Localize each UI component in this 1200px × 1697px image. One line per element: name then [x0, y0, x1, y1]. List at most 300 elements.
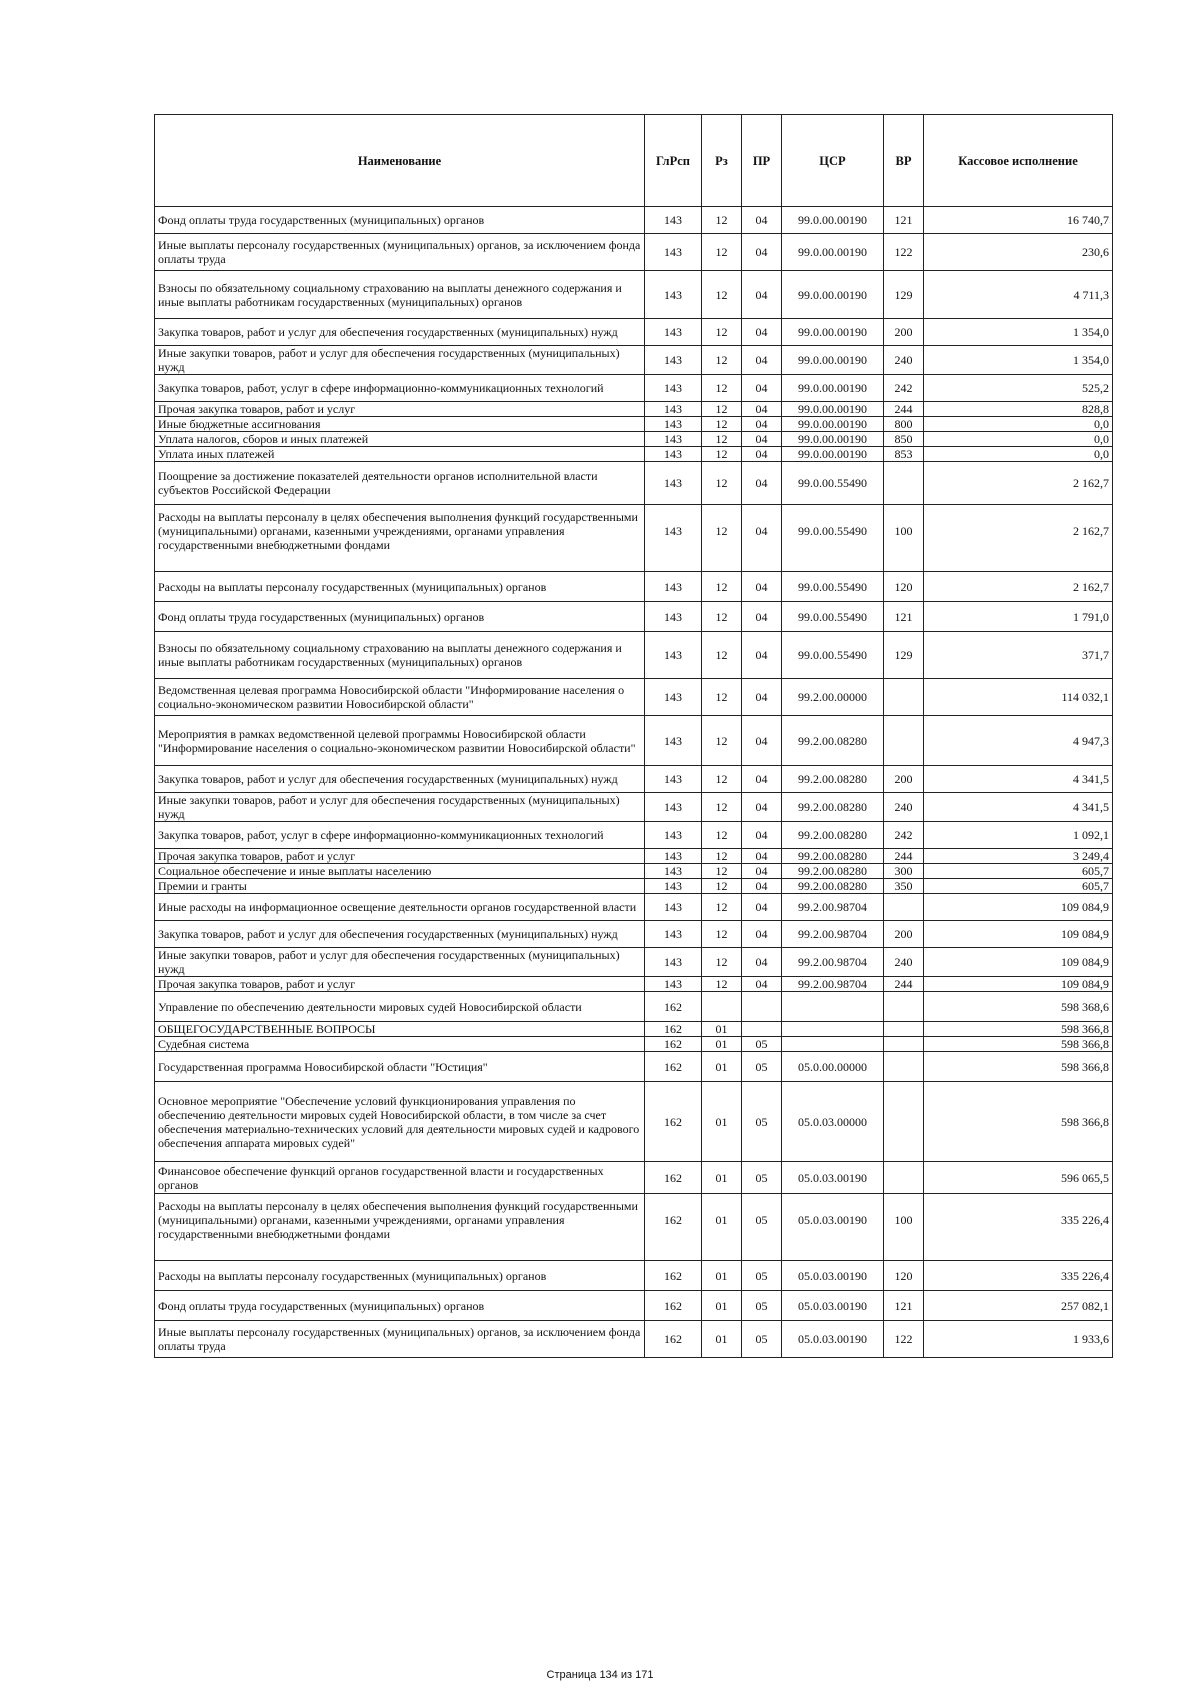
row-rz: 12: [702, 402, 742, 417]
table-row: [155, 234, 1113, 271]
row-pr: [742, 1022, 782, 1037]
row-vr: [884, 1052, 924, 1082]
row-pr: 04: [742, 319, 782, 346]
row-name: Закупка товаров, работ, услуг в сфере информационно-коммуникационных технологий: [155, 375, 645, 402]
row-name: Основное мероприятие "Обеспечение условий функционирования управления по обеспечению деятельности мировых судей Новосибирской области, в том числе за счет обеспечения материально-технических условий для деятельности мировых судей и кадрового обеспечения аппарата мировых судей": [155, 1082, 645, 1162]
row-pr: 04: [742, 207, 782, 234]
row-rz: 12: [702, 716, 742, 766]
row-csr: 99.2.00.08280: [782, 716, 884, 766]
row-cash-execution: 598 366,8: [924, 1052, 1113, 1082]
table-row: [155, 632, 1113, 679]
row-rz: 12: [702, 822, 742, 849]
row-cash-execution: 4 341,5: [924, 793, 1113, 822]
row-cash-execution: 4 711,3: [924, 271, 1113, 319]
table-row: [155, 375, 1113, 402]
row-name: Расходы на выплаты персоналу в целях обеспечения выполнения функций государственными (муниципальными) органами, казенными учреждениями, органами управления государственными внебюджетными фондами: [155, 1194, 645, 1261]
row-csr: 99.0.00.00190: [782, 234, 884, 271]
row-vr: 240: [884, 346, 924, 375]
row-pr: 04: [742, 894, 782, 921]
row-name: Расходы на выплаты персоналу в целях обеспечения выполнения функций государственными (муниципальными) органами, казенными учреждениями, органами управления государственными внебюджетными фондами: [155, 505, 645, 572]
row-pr: 04: [742, 572, 782, 602]
table-row: [155, 1194, 1113, 1261]
row-cash-execution: 598 366,8: [924, 1082, 1113, 1162]
row-pr: 04: [742, 849, 782, 864]
row-rz: 12: [702, 375, 742, 402]
table-row: [155, 849, 1113, 864]
table-row: [155, 1022, 1113, 1037]
row-pr: 04: [742, 447, 782, 462]
row-vr: 242: [884, 375, 924, 402]
row-name: Иные выплаты персоналу государственных (муниципальных) органов, за исключением фонда оплаты труда: [155, 1321, 645, 1358]
row-pr: 04: [742, 346, 782, 375]
row-pr: 04: [742, 632, 782, 679]
row-name: Закупка товаров, работ, услуг в сфере информационно-коммуникационных технологий: [155, 822, 645, 849]
row-rz: 01: [702, 1261, 742, 1291]
row-glrsp: 143: [645, 766, 702, 793]
row-cash-execution: 525,2: [924, 375, 1113, 402]
row-vr: 850: [884, 432, 924, 447]
row-cash-execution: 335 226,4: [924, 1194, 1113, 1261]
row-vr: 100: [884, 1194, 924, 1261]
row-rz: 01: [702, 1082, 742, 1162]
row-rz: 12: [702, 432, 742, 447]
row-vr: 200: [884, 766, 924, 793]
row-csr: 99.2.00.98704: [782, 948, 884, 977]
row-csr: 99.0.00.55490: [782, 632, 884, 679]
row-csr: 99.2.00.08280: [782, 864, 884, 879]
row-cash-execution: 0,0: [924, 432, 1113, 447]
row-glrsp: 143: [645, 879, 702, 894]
row-glrsp: 143: [645, 417, 702, 432]
row-cash-execution: 1 354,0: [924, 319, 1113, 346]
row-name: Расходы на выплаты персоналу государственных (муниципальных) органов: [155, 572, 645, 602]
table-row: [155, 1261, 1113, 1291]
row-csr: 99.2.00.08280: [782, 879, 884, 894]
row-cash-execution: 335 226,4: [924, 1261, 1113, 1291]
table-row: [155, 864, 1113, 879]
row-rz: 12: [702, 417, 742, 432]
row-vr: 121: [884, 602, 924, 632]
row-csr: [782, 992, 884, 1022]
row-rz: 12: [702, 271, 742, 319]
row-name: Прочая закупка товаров, работ и услуг: [155, 977, 645, 992]
row-name: Иные выплаты персоналу государственных (муниципальных) органов, за исключением фонда оплаты труда: [155, 234, 645, 271]
col-header-csr: ЦСР: [782, 115, 884, 207]
row-vr: 129: [884, 632, 924, 679]
row-vr: [884, 1082, 924, 1162]
col-header-glrsp: ГлРсп: [645, 115, 702, 207]
row-glrsp: 162: [645, 1022, 702, 1037]
row-pr: 04: [742, 793, 782, 822]
row-csr: 99.0.00.55490: [782, 462, 884, 505]
row-rz: 12: [702, 793, 742, 822]
row-pr: [742, 992, 782, 1022]
row-rz: 12: [702, 894, 742, 921]
row-rz: 12: [702, 602, 742, 632]
col-header-rz: Рз: [702, 115, 742, 207]
row-cash-execution: 2 162,7: [924, 505, 1113, 572]
row-glrsp: 143: [645, 375, 702, 402]
row-vr: 122: [884, 1321, 924, 1358]
row-glrsp: 162: [645, 1082, 702, 1162]
row-cash-execution: 596 065,5: [924, 1162, 1113, 1194]
row-csr: 05.0.00.00000: [782, 1052, 884, 1082]
table-row: [155, 822, 1113, 849]
table-row: [155, 1082, 1113, 1162]
row-pr: 04: [742, 602, 782, 632]
row-vr: 244: [884, 849, 924, 864]
row-csr: 99.0.00.00190: [782, 402, 884, 417]
row-rz: 12: [702, 346, 742, 375]
row-rz: 12: [702, 864, 742, 879]
table-row: [155, 977, 1113, 992]
row-glrsp: 162: [645, 1321, 702, 1358]
row-csr: 99.0.00.00190: [782, 447, 884, 462]
row-vr: 121: [884, 207, 924, 234]
row-rz: [702, 992, 742, 1022]
row-pr: 05: [742, 1194, 782, 1261]
row-name: Государственная программа Новосибирской области "Юстиция": [155, 1052, 645, 1082]
row-glrsp: 143: [645, 632, 702, 679]
row-pr: 04: [742, 375, 782, 402]
row-csr: 99.0.00.00190: [782, 271, 884, 319]
table-row: [155, 921, 1113, 948]
row-rz: 01: [702, 1052, 742, 1082]
row-csr: 99.2.00.08280: [782, 766, 884, 793]
row-cash-execution: 2 162,7: [924, 462, 1113, 505]
row-csr: [782, 1037, 884, 1052]
row-csr: 05.0.03.00190: [782, 1162, 884, 1194]
row-rz: 12: [702, 849, 742, 864]
row-name: Фонд оплаты труда государственных (муниципальных) органов: [155, 1291, 645, 1321]
row-csr: 99.2.00.98704: [782, 894, 884, 921]
row-rz: 12: [702, 505, 742, 572]
row-glrsp: 143: [645, 505, 702, 572]
row-rz: 12: [702, 921, 742, 948]
row-name: Закупка товаров, работ и услуг для обеспечения государственных (муниципальных) нужд: [155, 921, 645, 948]
row-name: Фонд оплаты труда государственных (муниципальных) органов: [155, 207, 645, 234]
row-csr: 99.0.00.00190: [782, 375, 884, 402]
row-vr: 100: [884, 505, 924, 572]
table-row: [155, 505, 1113, 572]
col-header-name: Наименование: [155, 115, 645, 207]
row-csr: 99.0.00.55490: [782, 572, 884, 602]
table-row: [155, 879, 1113, 894]
row-name: Закупка товаров, работ и услуг для обеспечения государственных (муниципальных) нужд: [155, 766, 645, 793]
row-glrsp: 143: [645, 319, 702, 346]
row-pr: 05: [742, 1321, 782, 1358]
row-glrsp: 143: [645, 716, 702, 766]
row-rz: 12: [702, 879, 742, 894]
row-csr: 05.0.03.00190: [782, 1194, 884, 1261]
row-name: Судебная система: [155, 1037, 645, 1052]
row-name: Иные расходы на информационное освещение деятельности органов государственной власти: [155, 894, 645, 921]
row-name: Мероприятия в рамках ведомственной целевой программы Новосибирской области "Информирование населения о социально-экономическом развитии Новосибирской области": [155, 716, 645, 766]
row-name: Поощрение за достижение показателей деятельности органов исполнительной власти субъектов Российской Федерации: [155, 462, 645, 505]
table-row: [155, 602, 1113, 632]
row-glrsp: 162: [645, 1037, 702, 1052]
row-csr: 99.0.00.00190: [782, 319, 884, 346]
row-glrsp: 162: [645, 1291, 702, 1321]
row-vr: 120: [884, 572, 924, 602]
table-row: [155, 447, 1113, 462]
row-rz: 12: [702, 319, 742, 346]
row-glrsp: 143: [645, 977, 702, 992]
row-name: Иные закупки товаров, работ и услуг для обеспечения государственных (муниципальных) нужд: [155, 346, 645, 375]
row-glrsp: 162: [645, 992, 702, 1022]
row-vr: 244: [884, 977, 924, 992]
row-pr: 04: [742, 505, 782, 572]
row-rz: 01: [702, 1162, 742, 1194]
row-glrsp: 143: [645, 346, 702, 375]
row-vr: [884, 992, 924, 1022]
col-header-pr: ПР: [742, 115, 782, 207]
row-vr: 200: [884, 921, 924, 948]
row-csr: 05.0.03.00190: [782, 1261, 884, 1291]
row-vr: 242: [884, 822, 924, 849]
row-rz: 12: [702, 948, 742, 977]
row-pr: 04: [742, 402, 782, 417]
row-rz: 12: [702, 632, 742, 679]
row-pr: 04: [742, 716, 782, 766]
table-row: [155, 1321, 1113, 1358]
row-pr: 04: [742, 977, 782, 992]
row-name: Прочая закупка товаров, работ и услуг: [155, 402, 645, 417]
table-row: [155, 948, 1113, 977]
row-vr: 244: [884, 402, 924, 417]
table-header-row: [155, 115, 1113, 207]
row-pr: 04: [742, 271, 782, 319]
row-glrsp: 143: [645, 207, 702, 234]
row-cash-execution: 605,7: [924, 879, 1113, 894]
row-rz: 01: [702, 1037, 742, 1052]
row-vr: [884, 1022, 924, 1037]
table-row: [155, 793, 1113, 822]
row-rz: 12: [702, 462, 742, 505]
row-vr: [884, 894, 924, 921]
row-vr: 129: [884, 271, 924, 319]
table-row: [155, 417, 1113, 432]
row-pr: 05: [742, 1162, 782, 1194]
row-cash-execution: 0,0: [924, 447, 1113, 462]
row-vr: 853: [884, 447, 924, 462]
page-number: Страница 134 из 171: [546, 1669, 654, 1681]
row-csr: 05.0.03.00190: [782, 1291, 884, 1321]
row-vr: [884, 1037, 924, 1052]
table-row: [155, 1291, 1113, 1321]
row-name: Иные закупки товаров, работ и услуг для обеспечения государственных (муниципальных) нужд: [155, 948, 645, 977]
row-pr: 04: [742, 921, 782, 948]
row-rz: 01: [702, 1194, 742, 1261]
row-pr: 05: [742, 1082, 782, 1162]
row-vr: 800: [884, 417, 924, 432]
row-glrsp: 143: [645, 432, 702, 447]
row-pr: 04: [742, 948, 782, 977]
row-cash-execution: 3 249,4: [924, 849, 1113, 864]
row-glrsp: 143: [645, 234, 702, 271]
row-csr: 99.2.00.00000: [782, 679, 884, 716]
row-glrsp: 143: [645, 894, 702, 921]
row-pr: 05: [742, 1291, 782, 1321]
row-name: Ведомственная целевая программа Новосибирской области "Информирование населения о социально-экономическом развитии Новосибирской области": [155, 679, 645, 716]
table-row: [155, 1052, 1113, 1082]
row-csr: 99.0.00.00190: [782, 346, 884, 375]
table-row: [155, 207, 1113, 234]
table-row: [155, 679, 1113, 716]
row-cash-execution: 371,7: [924, 632, 1113, 679]
row-vr: 121: [884, 1291, 924, 1321]
row-glrsp: 143: [645, 822, 702, 849]
row-cash-execution: 1 354,0: [924, 346, 1113, 375]
row-cash-execution: 598 368,6: [924, 992, 1113, 1022]
row-cash-execution: 605,7: [924, 864, 1113, 879]
row-glrsp: 162: [645, 1261, 702, 1291]
row-name: Расходы на выплаты персоналу государственных (муниципальных) органов: [155, 1261, 645, 1291]
row-csr: 99.2.00.98704: [782, 977, 884, 992]
row-pr: 04: [742, 417, 782, 432]
row-name: Иные бюджетные ассигнования: [155, 417, 645, 432]
row-vr: [884, 679, 924, 716]
row-glrsp: 143: [645, 572, 702, 602]
row-vr: 350: [884, 879, 924, 894]
row-vr: 120: [884, 1261, 924, 1291]
row-csr: 99.2.00.08280: [782, 849, 884, 864]
row-pr: 04: [742, 822, 782, 849]
row-glrsp: 143: [645, 921, 702, 948]
row-cash-execution: 4 341,5: [924, 766, 1113, 793]
row-name: Иные закупки товаров, работ и услуг для обеспечения государственных (муниципальных) нужд: [155, 793, 645, 822]
row-cash-execution: 0,0: [924, 417, 1113, 432]
row-csr: 05.0.03.00190: [782, 1321, 884, 1358]
row-rz: 12: [702, 234, 742, 271]
row-cash-execution: 2 162,7: [924, 572, 1113, 602]
row-csr: 05.0.03.00000: [782, 1082, 884, 1162]
table-row: [155, 1037, 1113, 1052]
row-glrsp: 143: [645, 271, 702, 319]
table-row: [155, 402, 1113, 417]
row-rz: 01: [702, 1022, 742, 1037]
row-vr: 240: [884, 948, 924, 977]
row-csr: 99.2.00.08280: [782, 793, 884, 822]
row-cash-execution: 109 084,9: [924, 977, 1113, 992]
row-vr: [884, 462, 924, 505]
row-glrsp: 143: [645, 679, 702, 716]
row-csr: 99.0.00.55490: [782, 602, 884, 632]
row-pr: 04: [742, 879, 782, 894]
row-name: ОБЩЕГОСУДАРСТВЕННЫЕ ВОПРОСЫ: [155, 1022, 645, 1037]
row-csr: 99.0.00.00190: [782, 417, 884, 432]
row-rz: 12: [702, 977, 742, 992]
row-name: Взносы по обязательному социальному страхованию на выплаты денежного содержания и иные выплаты работникам государственных (муниципальных) органов: [155, 271, 645, 319]
row-name: Фонд оплаты труда государственных (муниципальных) органов: [155, 602, 645, 632]
row-name: Взносы по обязательному социальному страхованию на выплаты денежного содержания и иные выплаты работникам государственных (муниципальных) органов: [155, 632, 645, 679]
row-rz: 12: [702, 679, 742, 716]
row-glrsp: 143: [645, 462, 702, 505]
row-cash-execution: 257 082,1: [924, 1291, 1113, 1321]
row-cash-execution: 828,8: [924, 402, 1113, 417]
row-rz: 01: [702, 1291, 742, 1321]
row-vr: 240: [884, 793, 924, 822]
row-cash-execution: 1 092,1: [924, 822, 1113, 849]
table-body: [155, 207, 1113, 1358]
row-name: Закупка товаров, работ и услуг для обеспечения государственных (муниципальных) нужд: [155, 319, 645, 346]
row-name: Уплата налогов, сборов и иных платежей: [155, 432, 645, 447]
row-glrsp: 143: [645, 793, 702, 822]
row-name: Премии и гранты: [155, 879, 645, 894]
row-vr: 300: [884, 864, 924, 879]
row-rz: 12: [702, 572, 742, 602]
row-cash-execution: 109 084,9: [924, 921, 1113, 948]
row-rz: 12: [702, 207, 742, 234]
row-cash-execution: 109 084,9: [924, 948, 1113, 977]
row-glrsp: 143: [645, 864, 702, 879]
row-cash-execution: 598 366,8: [924, 1037, 1113, 1052]
row-cash-execution: 114 032,1: [924, 679, 1113, 716]
budget-execution-table: [154, 114, 1113, 1358]
col-header-cash-execution: Кассовое исполнение: [924, 115, 1113, 207]
row-glrsp: 143: [645, 948, 702, 977]
table-row: [155, 572, 1113, 602]
row-vr: 200: [884, 319, 924, 346]
row-rz: 12: [702, 447, 742, 462]
row-csr: 99.0.00.00190: [782, 207, 884, 234]
row-name: Прочая закупка товаров, работ и услуг: [155, 849, 645, 864]
table-row: [155, 992, 1113, 1022]
row-glrsp: 143: [645, 602, 702, 632]
row-rz: 12: [702, 766, 742, 793]
row-pr: 04: [742, 864, 782, 879]
row-glrsp: 162: [645, 1194, 702, 1261]
row-glrsp: 162: [645, 1162, 702, 1194]
row-csr: 99.0.00.00190: [782, 432, 884, 447]
row-csr: 99.2.00.98704: [782, 921, 884, 948]
table-row: [155, 1162, 1113, 1194]
table-row: [155, 462, 1113, 505]
row-glrsp: 162: [645, 1052, 702, 1082]
row-cash-execution: 1 791,0: [924, 602, 1113, 632]
table-row: [155, 346, 1113, 375]
row-cash-execution: 598 366,8: [924, 1022, 1113, 1037]
row-pr: 04: [742, 234, 782, 271]
row-glrsp: 143: [645, 402, 702, 417]
row-pr: 05: [742, 1052, 782, 1082]
row-cash-execution: 4 947,3: [924, 716, 1113, 766]
row-vr: [884, 1162, 924, 1194]
table-row: [155, 766, 1113, 793]
row-csr: 99.0.00.55490: [782, 505, 884, 572]
row-cash-execution: 16 740,7: [924, 207, 1113, 234]
row-pr: 04: [742, 462, 782, 505]
row-vr: 122: [884, 234, 924, 271]
row-pr: 04: [742, 679, 782, 716]
col-header-vr: ВР: [884, 115, 924, 207]
row-name: Финансовое обеспечение функций органов государственной власти и государственных органов: [155, 1162, 645, 1194]
row-csr: [782, 1022, 884, 1037]
row-pr: 05: [742, 1037, 782, 1052]
row-rz: 01: [702, 1321, 742, 1358]
row-cash-execution: 109 084,9: [924, 894, 1113, 921]
table-row: [155, 716, 1113, 766]
table-row: [155, 319, 1113, 346]
row-pr: 05: [742, 1261, 782, 1291]
row-name: Социальное обеспечение и иные выплаты населению: [155, 864, 645, 879]
row-name: Управление по обеспечению деятельности мировых судей Новосибирской области: [155, 992, 645, 1022]
row-vr: [884, 716, 924, 766]
table-row: [155, 432, 1113, 447]
row-csr: 99.2.00.08280: [782, 822, 884, 849]
table-row: [155, 271, 1113, 319]
row-cash-execution: 1 933,6: [924, 1321, 1113, 1358]
